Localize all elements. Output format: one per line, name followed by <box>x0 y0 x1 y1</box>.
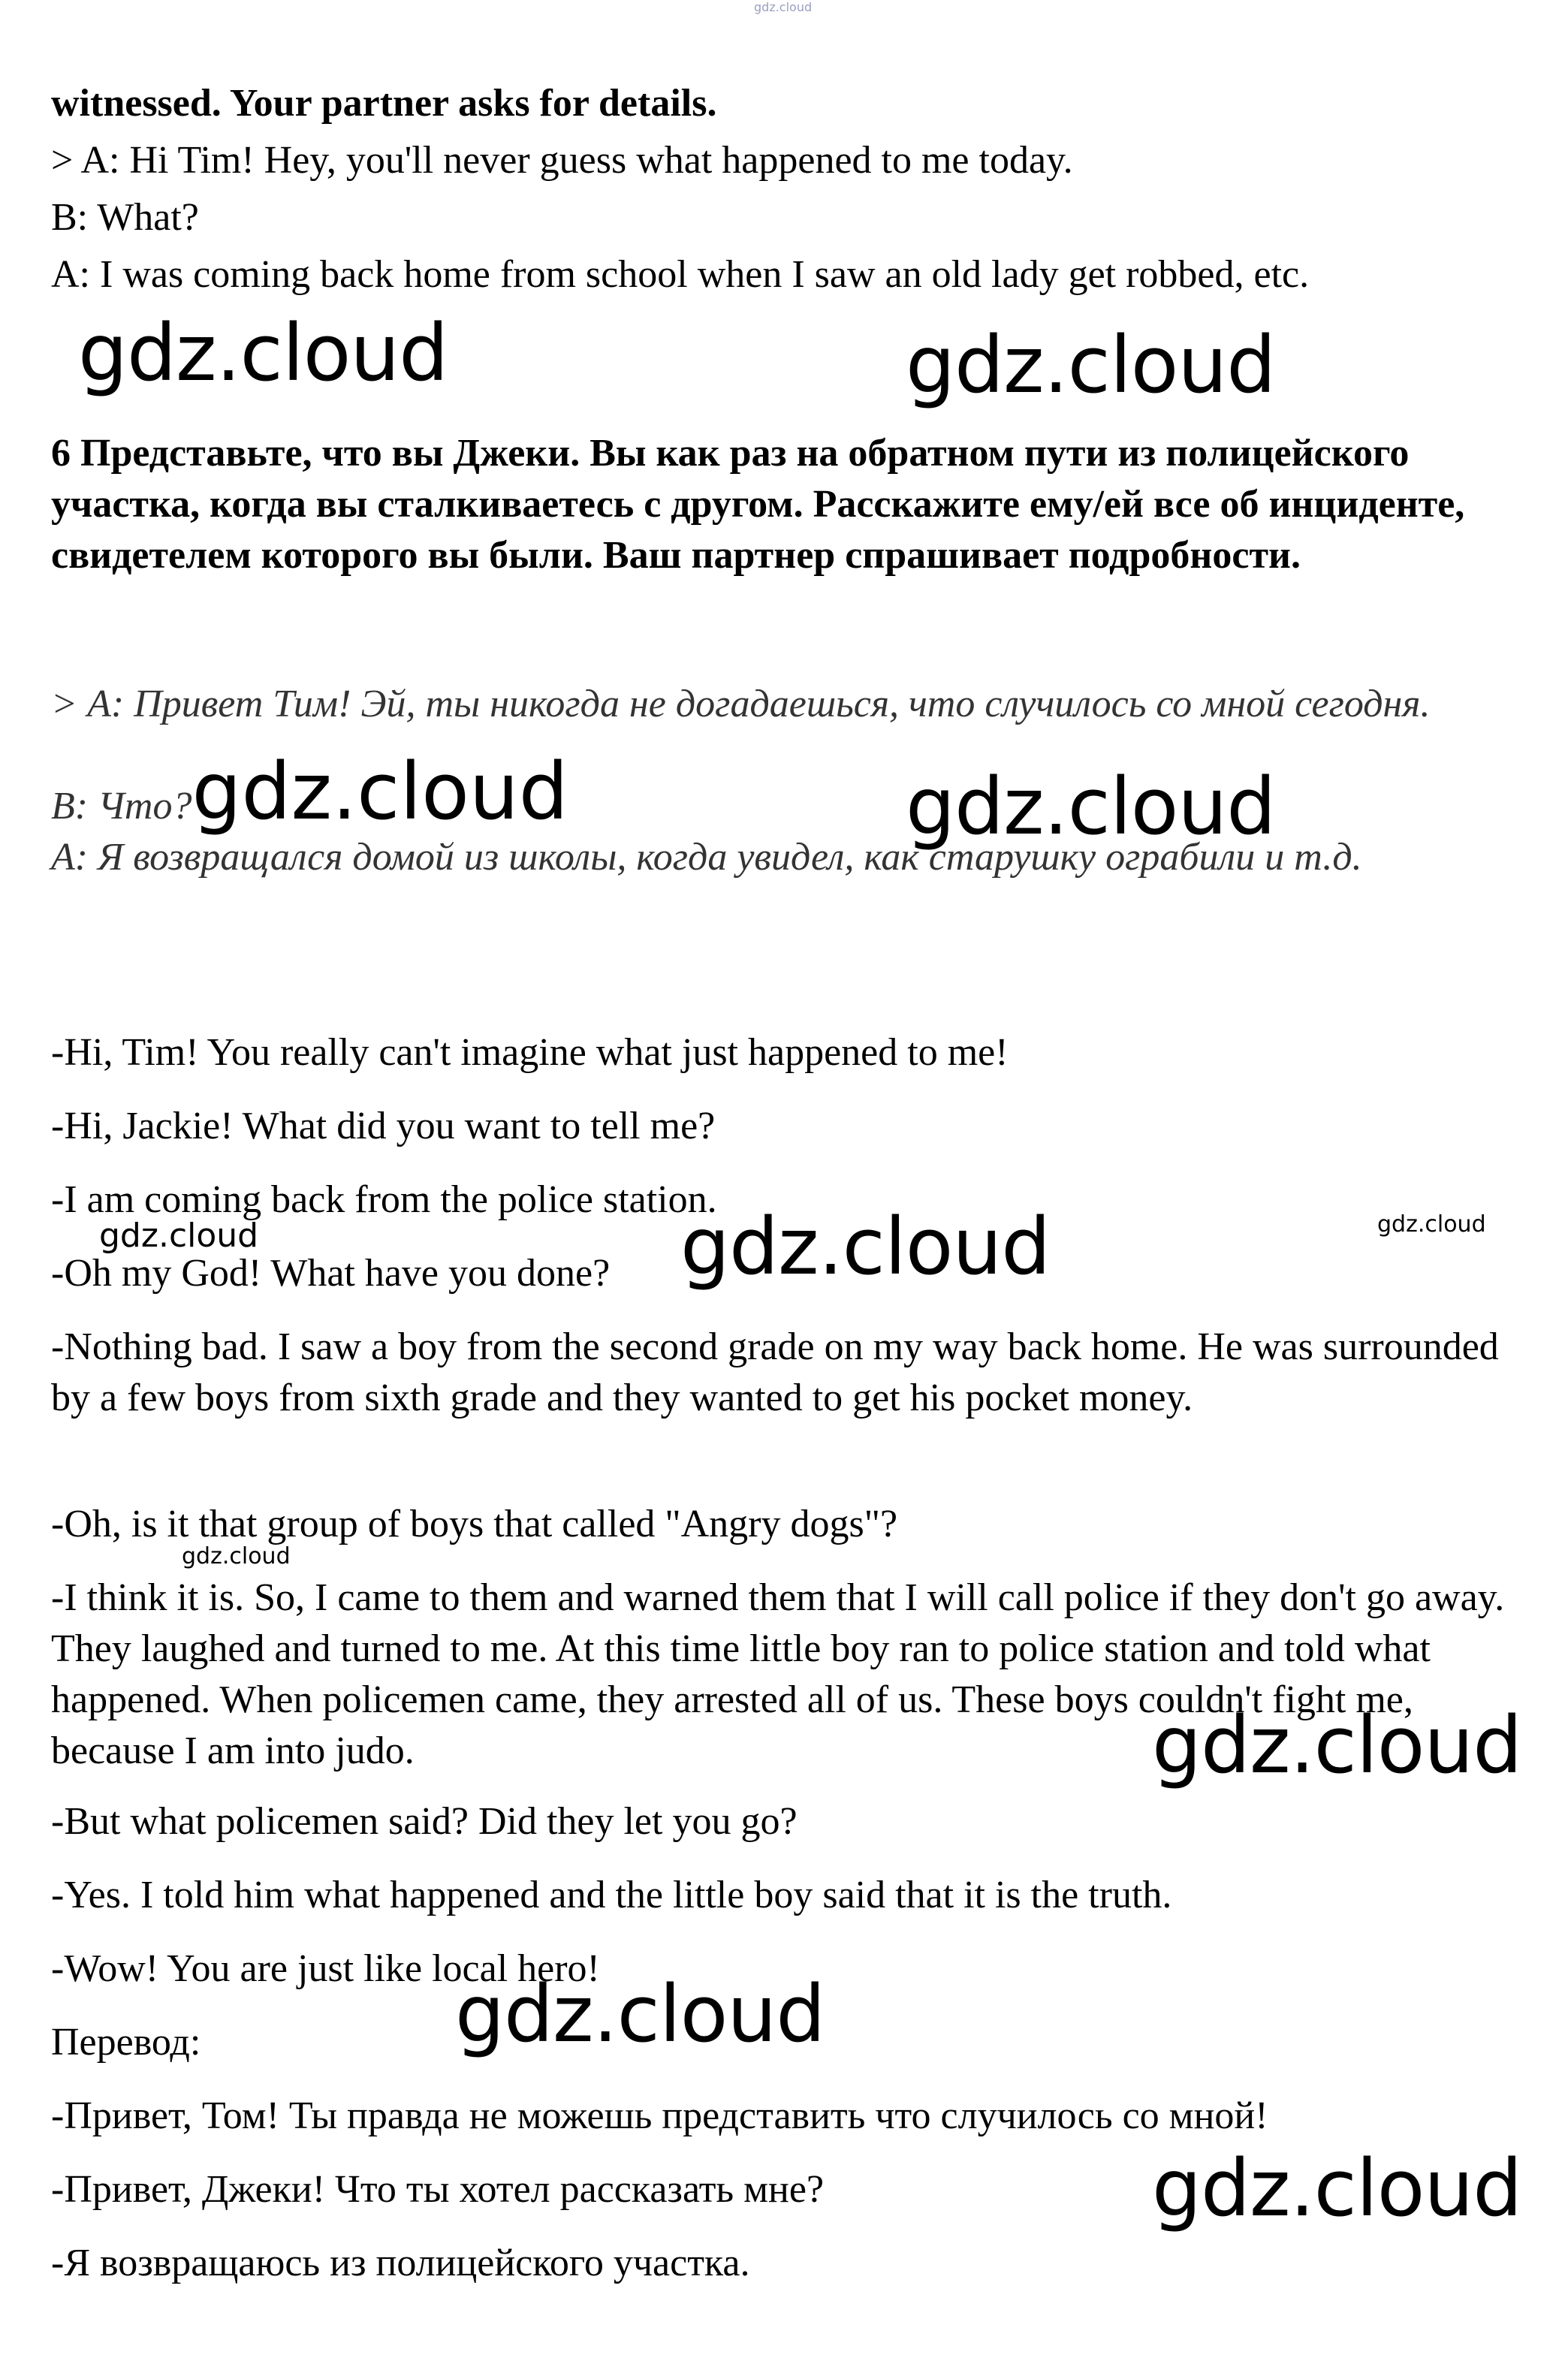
watermark-10: gdz.cloud <box>455 1968 825 2060</box>
ru-example-line-1: > А: Привет Тим! Эй, ты никогда не догадаешься, что случилось со мной сегодня. <box>51 683 1431 725</box>
dialogue-line-4: -Oh my God! What have you done? <box>51 1252 611 1295</box>
ru-example-line-3: А: Я возвращался домой из школы, когда увидел, как старушку ограбили и т.д. <box>51 836 1362 879</box>
watermark-4: gdz.cloud <box>906 761 1276 852</box>
watermark-8: gdz.cloud <box>182 1543 291 1569</box>
dialogue-line-8: -But what policemen said? Did they let you go? <box>51 1800 798 1843</box>
translation-label: Перевод: <box>51 2021 201 2064</box>
watermark-tiny-top: gdz.cloud <box>754 0 813 14</box>
ru-example-line-2 <box>51 746 568 837</box>
watermark-7: gdz.cloud <box>680 1201 1051 1292</box>
watermark-2: gdz.cloud <box>906 319 1276 411</box>
watermark-3: gdz.cloud <box>191 746 568 837</box>
dialogue-line-10: -Wow! You are just like local hero! <box>51 1947 600 1990</box>
translation-line-2: -Привет, Джеки! Что ты хотел рассказать мне? <box>51 2168 825 2211</box>
ru-example-line-2-text: В: Что? <box>51 785 192 828</box>
watermark-11: gdz.cloud <box>1152 2142 1522 2234</box>
task-heading-russian: 6 Представьте, что вы Джеки. Вы как раз на обратном пути из полицейского участка, когда вы сталкиваетесь с другом. Расскажите ему/ей все об инциденте, свидетелем которого вы были. Ваш партнер спрашивает подробности. <box>51 432 1465 577</box>
example-line-1: > A: Hi Tim! Hey, you'll never guess what happened to me today. <box>51 139 1073 182</box>
dialogue-line-3: -I am coming back from the police station. <box>51 1178 717 1221</box>
translation-line-1: -Привет, Том! Ты правда не можешь представить что случилось со мной! <box>51 2094 1268 2137</box>
dialogue-line-9: -Yes. I told him what happened and the little boy said that it is the truth. <box>51 1874 1172 1916</box>
example-line-3: A: I was coming back home from school when I saw an old lady get robbed, etc. <box>51 253 1310 296</box>
translation-line-3: -Я возвращаюсь из полицейского участка. <box>51 2242 750 2284</box>
dialogue-line-2: -Hi, Jackie! What did you want to tell me? <box>51 1105 716 1147</box>
watermark-1: gdz.cloud <box>78 307 448 399</box>
watermark-6: gdz.cloud <box>1377 1211 1486 1238</box>
example-line-2: B: What? <box>51 196 199 239</box>
watermark-9: gdz.cloud <box>1152 1699 1522 1791</box>
dialogue-line-1: -Hi, Tim! You really can't imagine what just happened to me! <box>51 1031 1009 1074</box>
watermark-5: gdz.cloud <box>99 1217 259 1255</box>
task-heading-english: witnessed. Your partner asks for details. <box>51 82 717 125</box>
dialogue-line-5: -Nothing bad. I saw a boy from the second grade on my way back home. He was surrounded by a few boys from sixth grade and they wanted to get his pocket money. <box>51 1325 1499 1419</box>
dialogue-line-6: -Oh, is it that group of boys that called "Angry dogs"? <box>51 1503 898 1545</box>
dialogue-line-7: -I think it is. So, I came to them and warned them that I will call police if they don't go away. They laughed and turned to me. At this time little boy ran to police station and told what happened. When policemen came, they arrested all of us. These boys couldn't fight me, because I am into judo. <box>51 1576 1505 1772</box>
